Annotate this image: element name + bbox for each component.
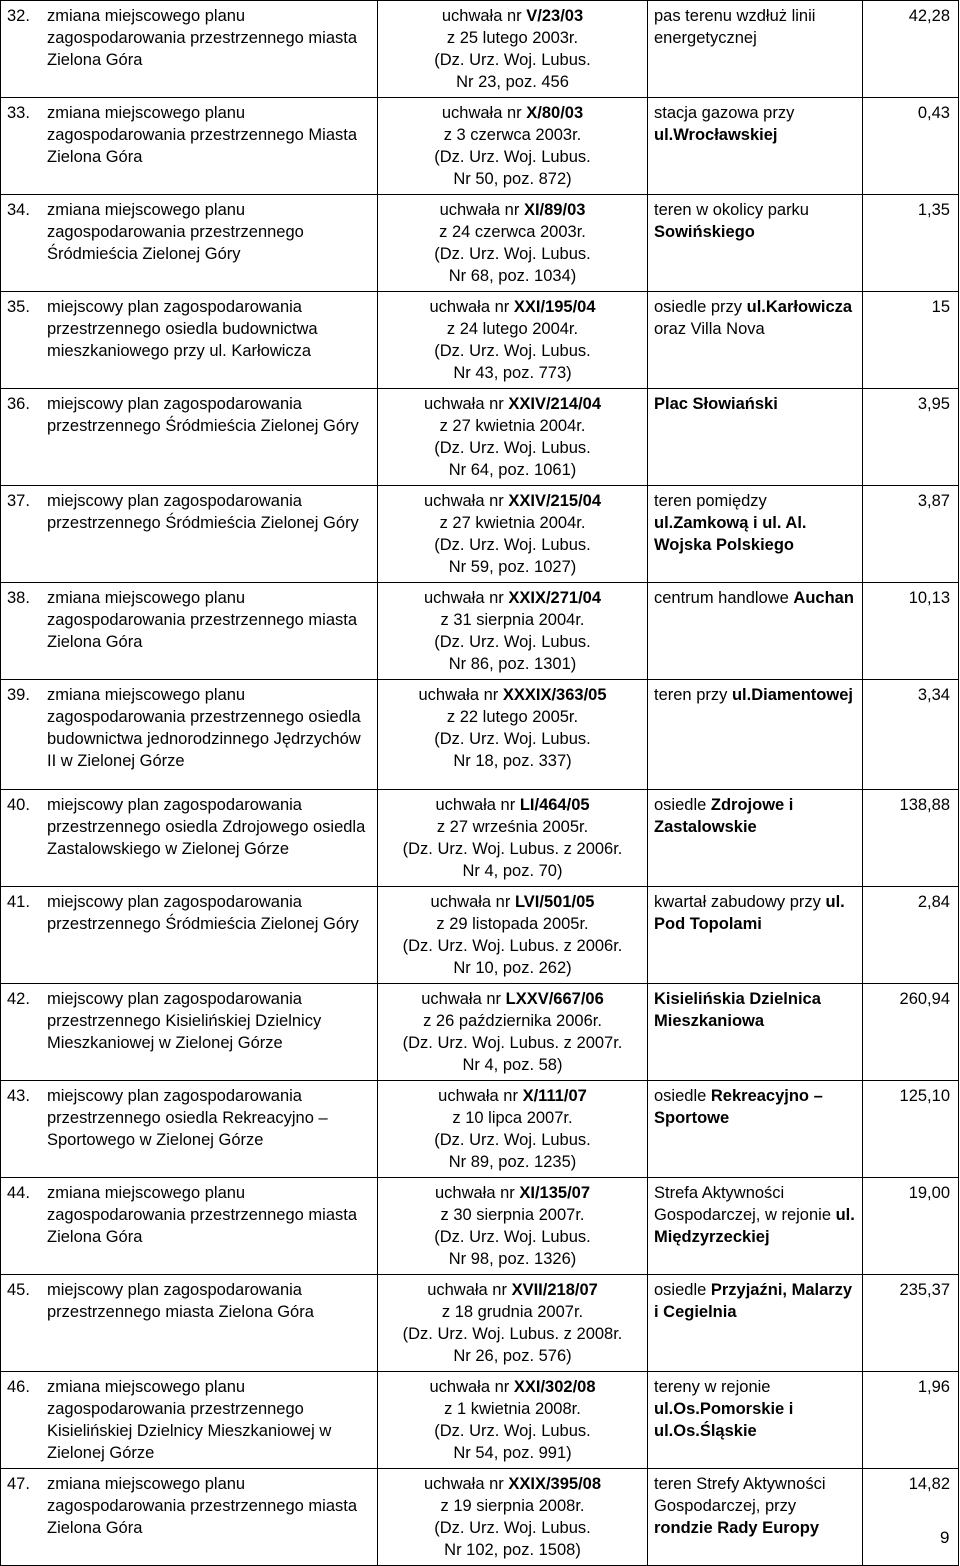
resolution-position: Nr 4, poz. 58) [462,1056,563,1074]
resolution-publication: (Dz. Urz. Woj. Lubus. [434,536,591,554]
resolution-cell [378,680,648,790]
resolution-date: z 25 lutego 2003r. [446,29,579,47]
resolution-position: Nr 23, poz. 456 [456,73,569,91]
location-cell [648,887,863,984]
resolution-date: z 10 lipca 2007r. [452,1109,573,1127]
resolution-position: Nr 43, poz. 773) [453,364,572,382]
plan-name: zmiana miejscowego planu zagospodarowania przestrzennego miasta Zielona Góra [47,589,358,651]
resolution-position: Nr 98, poz. 1326) [448,1250,577,1268]
plan-name-cell [1,486,378,583]
table-row [1,1469,959,1566]
table-row [1,1081,959,1178]
plan-name: zmiana miejscowego planu zagospodarowania przestrzennego miasta Zielona Góra [47,7,358,69]
table-row [1,195,959,292]
resolution-date: z 24 lutego 2004r. [446,320,579,338]
plan-name-cell [1,583,378,680]
resolution-cell [378,195,648,292]
table-row [1,790,959,887]
resolution-position: Nr 86, poz. 1301) [448,655,577,673]
location-text: centrum handlowe [654,589,794,607]
resolution-publication: (Dz. Urz. Woj. Lubus. [434,730,591,748]
resolution-date: z 19 sierpnia 2008r. [440,1497,585,1515]
resolution-publication: (Dz. Urz. Woj. Lubus. z 2007r. [402,1034,623,1052]
area-value: 42,28 [908,7,950,25]
row-number: 38. [7,589,30,607]
resolution-date: z 31 sierpnia 2004r. [440,611,585,629]
plan-name: zmiana miejscowego planu zagospodarowania przestrzennego Śródmieścia Zielonej Góry [47,201,304,263]
plan-name: zmiana miejscowego planu zagospodarowania przestrzennego miasta Zielona Góra [47,1475,358,1537]
resolution-date: z 22 lutego 2005r. [446,708,579,726]
area-cell [863,887,959,984]
plan-name-cell [1,1178,378,1275]
row-number: 39. [7,686,30,704]
location-text: teren pomiędzy [654,492,767,510]
area-cell [863,389,959,486]
plan-name-cell [1,1469,378,1566]
location-cell [648,389,863,486]
area-cell [863,1372,959,1469]
resolution-cell [378,486,648,583]
resolution-number: XXIV/215/04 [508,492,602,510]
resolution-cell [378,1275,648,1372]
location-bold: ul. Pod Topolami [654,893,845,933]
row-number: 46. [7,1378,30,1396]
area-cell [863,486,959,583]
location-bold: Sowińskiego [654,223,755,241]
plan-name: zmiana miejscowego planu zagospodarowania przestrzennego osiedla budownictwa jednorodzinnego Jędrzychów II w Zielonej Górze [47,686,361,770]
location-text: teren Strefy Aktywności Gospodarczej, przy [654,1475,826,1515]
plan-name-cell [1,1,378,98]
resolution-date: z 3 czerwca 2003r. [443,126,582,144]
resolution-cell [378,98,648,195]
location-bold: ul.Wrocławskiej [654,126,778,144]
resolution-prefix: uchwała nr [438,1087,523,1105]
table-row [1,887,959,984]
resolution-publication: (Dz. Urz. Woj. Lubus. [434,342,591,360]
location-text: kwartał zabudowy przy [654,893,826,911]
location-bold: Plac Słowiański [654,395,778,413]
resolution-number: XI/135/07 [519,1184,591,1202]
area-value: 235,37 [899,1281,950,1299]
plan-name: miejscowy plan zagospodarowania przestrzennego Śródmieścia Zielonej Góry [47,492,359,532]
area-cell [863,984,959,1081]
plan-name-cell [1,984,378,1081]
resolution-publication: (Dz. Urz. Woj. Lubus. [434,51,591,69]
page-number: 9 [940,1528,950,1547]
location-cell [648,583,863,680]
table-row [1,1372,959,1469]
resolution-prefix: uchwała nr [423,395,509,413]
resolution-position: Nr 26, poz. 576) [453,1347,572,1365]
table-row [1,680,959,790]
resolution-date: z 27 kwietnia 2004r. [439,514,586,532]
table-row [1,1,959,98]
resolution-position: Nr 4, poz. 70) [462,862,563,880]
resolution-prefix: uchwała nr [429,1378,514,1396]
plan-name: miejscowy plan zagospodarowania przestrzennego miasta Zielona Góra [47,1281,314,1321]
resolution-prefix: uchwała nr [421,990,506,1008]
plan-name: miejscowy plan zagospodarowania przestrzennego Śródmieścia Zielonej Góry [47,395,359,435]
plan-name-cell [1,680,378,790]
table-row [1,389,959,486]
resolution-date: z 27 kwietnia 2004r. [439,417,586,435]
resolution-prefix: uchwała nr [441,7,527,25]
resolution-publication: (Dz. Urz. Woj. Lubus. [434,1228,591,1246]
resolution-cell [378,583,648,680]
resolution-cell [378,389,648,486]
location-text-suffix: oraz Villa Nova [654,320,765,338]
row-number: 45. [7,1281,30,1299]
resolution-number: XXXIX/363/05 [502,686,607,704]
area-value: 125,10 [899,1087,950,1105]
resolution-cell [378,1178,648,1275]
area-value: 1,96 [917,1378,950,1396]
area-value: 138,88 [899,796,950,814]
plan-name: miejscowy plan zagospodarowania przestrzennego Kisielińskiej Dzielnicy Mieszkaniowej w Zielonej Górze [47,990,322,1052]
area-cell [863,1081,959,1178]
resolution-cell [378,1,648,98]
resolution-prefix: uchwała nr [434,1184,520,1202]
resolution-prefix: uchwała nr [439,201,524,219]
resolution-publication: (Dz. Urz. Woj. Lubus. [434,633,591,651]
row-number: 40. [7,796,30,814]
resolution-position: Nr 89, poz. 1235) [448,1153,577,1171]
area-cell [863,1178,959,1275]
table-row [1,984,959,1081]
resolution-prefix: uchwała nr [418,686,503,704]
row-number: 47. [7,1475,30,1493]
area-value: 0,43 [917,104,950,122]
location-bold: Auchan [793,589,854,607]
plan-name-cell [1,195,378,292]
resolution-number: XXI/302/08 [513,1378,596,1396]
resolution-prefix: uchwała nr [423,1475,509,1493]
area-cell [863,195,959,292]
area-value: 19,00 [908,1184,950,1202]
resolution-publication: (Dz. Urz. Woj. Lubus. [434,148,591,166]
plan-name: zmiana miejscowego planu zagospodarowania przestrzennego Miasta Zielona Góra [47,104,358,166]
location-cell [648,1372,863,1469]
resolution-number: XVII/218/07 [511,1281,598,1299]
location-text: pas terenu wzdłuż linii energetycznej [654,7,816,47]
location-cell [648,292,863,389]
plan-name-cell [1,887,378,984]
location-text: osiedle [654,1281,711,1299]
row-number: 35. [7,298,30,316]
row-number: 33. [7,104,30,122]
area-cell [863,1469,959,1566]
area-cell [863,680,959,790]
resolution-cell [378,292,648,389]
location-bold: ul.Karłowicza [746,298,853,316]
area-cell [863,790,959,887]
area-value: 10,13 [908,589,950,607]
resolution-number: XXIV/214/04 [508,395,602,413]
resolution-number: V/23/03 [526,7,584,25]
resolution-number: XXIX/395/08 [508,1475,602,1493]
resolution-publication: (Dz. Urz. Woj. Lubus. z 2008r. [402,1325,623,1343]
area-value: 3,34 [917,686,950,704]
location-bold: Kisielińskia Dzielnica Mieszkaniowa [654,990,821,1030]
area-cell [863,583,959,680]
table-row [1,1178,959,1275]
area-value: 1,35 [917,201,950,219]
area-value: 15 [931,298,950,316]
location-cell [648,1,863,98]
location-cell [648,98,863,195]
row-number: 44. [7,1184,30,1202]
location-bold: ul.Os.Pomorskie i ul.Os.Śląskie [654,1400,794,1440]
location-text: teren w okolicy parku [654,201,809,219]
plan-name: miejscowy plan zagospodarowania przestrzennego osiedla Rekreacyjno – Sportowego w Zielonej Górze [47,1087,328,1149]
location-cell [648,1081,863,1178]
location-text: osiedle [654,1087,711,1105]
resolution-prefix: uchwała nr [435,796,520,814]
location-text: stacja gazowa przy [654,104,795,122]
location-bold: Zdrojowe i Zastalowskie [654,796,794,836]
resolution-date: z 29 listopada 2005r. [436,915,589,933]
table-row [1,98,959,195]
resolution-publication: (Dz. Urz. Woj. Lubus. [434,1422,591,1440]
area-value: 14,82 [908,1475,950,1493]
location-cell [648,1469,863,1566]
plan-name: miejscowy plan zagospodarowania przestrzennego Śródmieścia Zielonej Góry [47,893,359,933]
resolution-cell [378,887,648,984]
resolution-cell [378,984,648,1081]
resolution-position: Nr 18, poz. 337) [453,752,572,770]
table-row [1,486,959,583]
resolution-number: XXIX/271/04 [508,589,602,607]
resolution-number: XXI/195/04 [513,298,596,316]
row-number: 36. [7,395,30,413]
resolution-prefix: uchwała nr [423,492,509,510]
area-value: 260,94 [899,990,950,1008]
row-number: 32. [7,7,30,25]
resolution-publication: (Dz. Urz. Woj. Lubus. [434,1519,591,1537]
resolution-cell [378,1372,648,1469]
resolution-publication: (Dz. Urz. Woj. Lubus. z 2006r. [402,840,623,858]
resolution-number: LVI/501/05 [514,893,595,911]
resolution-position: Nr 64, poz. 1061) [448,461,577,479]
table-row [1,292,959,389]
location-cell [648,1275,863,1372]
resolution-date: z 30 sierpnia 2007r. [440,1206,585,1224]
resolution-cell [378,1469,648,1566]
location-bold: rondzie Rady Europy [654,1519,820,1537]
location-cell [648,1178,863,1275]
location-cell [648,680,863,790]
location-text: osiedle [654,796,711,814]
row-number: 34. [7,201,30,219]
resolution-position: Nr 102, poz. 1508) [444,1541,581,1559]
table-row [1,1275,959,1372]
area-cell [863,1275,959,1372]
location-cell [648,790,863,887]
resolution-prefix: uchwała nr [423,589,509,607]
area-value: 3,95 [917,395,950,413]
area-cell [863,98,959,195]
location-text: teren przy [654,686,732,704]
area-value: 3,87 [917,492,950,510]
area-cell [863,1,959,98]
plan-name-cell [1,98,378,195]
resolution-publication: (Dz. Urz. Woj. Lubus. [434,439,591,457]
location-bold: Przyjaźni, Malarzy i Cegielnia [654,1281,853,1321]
location-bold: ul. Międzyrzeckiej [654,1206,855,1246]
row-number: 37. [7,492,30,510]
plan-name: zmiana miejscowego planu zagospodarowania przestrzennego Kisielińskiej Dzielnicy Mieszkaniowej w Zielonej Górze [47,1378,332,1462]
location-text: tereny w rejonie [654,1378,771,1396]
resolution-date: z 27 września 2005r. [436,818,589,836]
resolution-publication: (Dz. Urz. Woj. Lubus. [434,245,591,263]
resolution-position: Nr 50, poz. 872) [453,170,572,188]
resolution-prefix: uchwała nr [427,1281,512,1299]
resolution-position: Nr 54, poz. 991) [453,1444,572,1462]
location-cell [648,195,863,292]
resolution-date: z 1 kwietnia 2008r. [444,1400,581,1418]
resolution-prefix: uchwała nr [441,104,527,122]
resolution-number: X/80/03 [526,104,584,122]
plan-name-cell [1,790,378,887]
resolution-number: LI/464/05 [519,796,590,814]
resolution-publication: (Dz. Urz. Woj. Lubus. z 2006r. [402,937,623,955]
plan-name: zmiana miejscowego planu zagospodarowania przestrzennego miasta Zielona Góra [47,1184,358,1246]
row-number: 43. [7,1087,30,1105]
resolution-prefix: uchwała nr [430,893,515,911]
location-text: osiedle przy [654,298,747,316]
plan-name: miejscowy plan zagospodarowania przestrzennego osiedla Zdrojowego osiedla Zastalowskiego w Zielonej Górze [47,796,366,858]
row-number: 42. [7,990,30,1008]
resolution-number: LXXV/667/06 [505,990,604,1008]
location-bold: Rekreacyjno – Sportowe [654,1087,823,1127]
location-cell [648,984,863,1081]
resolution-position: Nr 59, poz. 1027) [448,558,577,576]
location-text: Strefa Aktywności Gospodarczej, w rejonie [654,1184,836,1224]
resolution-cell [378,1081,648,1178]
resolution-number: XI/89/03 [523,201,586,219]
location-bold: ul.Zamkową i ul. Al. Wojska Polskiego [654,514,807,554]
resolution-cell [378,790,648,887]
resolution-date: z 26 października 2006r. [423,1012,602,1030]
plan-name-cell [1,1081,378,1178]
resolution-date: z 18 grudnia 2007r. [441,1303,584,1321]
resolution-publication: (Dz. Urz. Woj. Lubus. [434,1131,591,1149]
resolution-number: X/111/07 [522,1087,587,1105]
plan-name-cell [1,292,378,389]
location-cell [648,486,863,583]
resolution-date: z 24 czerwca 2003r. [439,223,586,241]
table-row [1,583,959,680]
location-bold: ul.Diamentowej [731,686,853,704]
row-number: 41. [7,893,30,911]
plan-name: miejscowy plan zagospodarowania przestrzennego osiedla budownictwa mieszkaniowego przy ul. Karłowicza [47,298,318,360]
resolution-position: Nr 68, poz. 1034) [448,267,577,285]
plan-name-cell [1,1372,378,1469]
resolution-prefix: uchwała nr [429,298,514,316]
area-value: 2,84 [917,893,950,911]
resolution-position: Nr 10, poz. 262) [453,959,572,977]
plan-name-cell [1,389,378,486]
area-cell [863,292,959,389]
plan-name-cell [1,1275,378,1372]
